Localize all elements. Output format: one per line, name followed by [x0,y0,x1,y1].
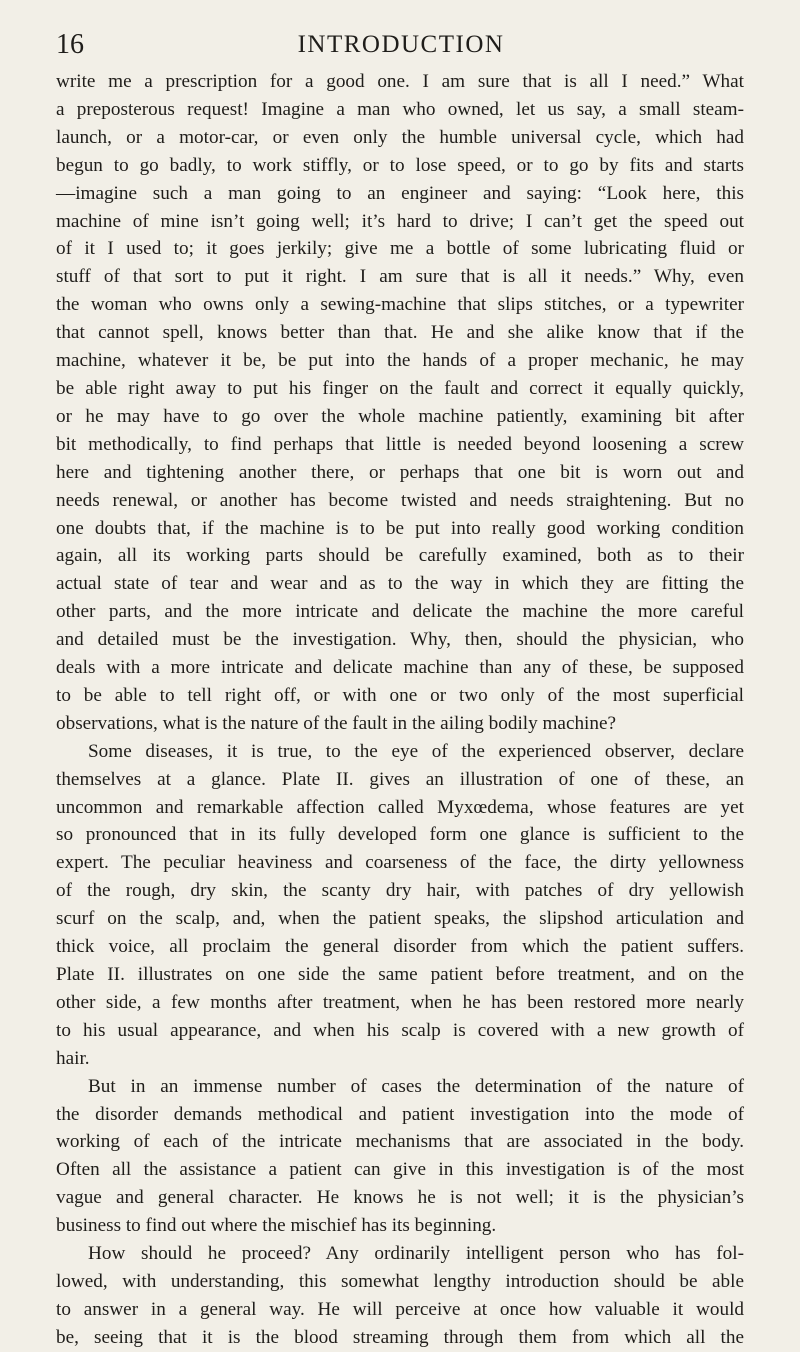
text-line: other side, a few months after treatment, when he has been restored more nearly [56,991,744,1013]
text-line: launch, or a motor-car, or even only the humble universal cycle, which had [56,126,744,148]
running-head: INTRODUCTION [297,31,505,58]
text-line: vague and general character. He knows he is not well; it is the physician’s [56,1187,744,1209]
text-line: to his usual appearance, and when his scalp is covered with a new growth of [56,1019,744,1041]
text-line: write me a prescription for a good one. I am sure that is all I need.” What [56,71,744,92]
text-line: to be able to tell right off, or with one or two only of the most superficial [56,684,744,706]
text-line: stuff of that sort to put it right. I am sure that is all it needs.” Why, even [56,266,744,288]
paragraph-end-line: hair. [56,1047,90,1069]
text-line: of it I used to; it goes jerkily; give me a bottle of some lubricating fluid or [56,238,744,260]
text-line: lowed, with understanding, this somewhat lengthy introduction should be able [56,1270,744,1292]
page-number: 16 [56,29,84,60]
text-line: be able right away to put his finger on the fault and correct it equally quickly, [56,377,744,399]
text-line: the disorder demands methodical and patient investigation into the mode of [56,1103,744,1125]
text-line: that cannot spell, knows better than that. He and she alike know that if the [56,322,744,344]
paragraph-start-line: Some diseases, it is true, to the eye of the experienced observer, declare [88,740,744,762]
text-line: deals with a more intricate and delicate machine than any of these, be supposed [56,657,744,679]
text-line: be, seeing that it is the blood streaming through them from which all the [56,1326,744,1348]
paragraph-start-line: But in an immense number of cases the determination of the nature of [88,1075,744,1097]
text-line: the woman who owns only a sewing-machine that slips stitches, or a typewriter [56,294,744,316]
text-line: uncommon and remarkable affection called Myxœdema, whose features are yet [56,796,744,818]
text-line: again, all its working parts should be carefully examined, both as to their [56,545,744,567]
text-line: and detailed must be the investigation. Why, then, should the physician, who [56,629,744,651]
text-line: scurf on the scalp, and, when the patient speaks, the slipshod articulation and [56,908,744,930]
text-line: working of each of the intricate mechanisms that are associated in the body. [56,1131,744,1153]
text-line: bit methodically, to find perhaps that little is needed beyond loosening a screw [56,433,744,455]
text-line: here and tightening another there, or perhaps that one bit is worn out and [56,461,744,483]
paragraph-end-line: observations, what is the nature of the fault in the ailing bodily machine? [56,712,617,734]
text-line: —imagine such a man going to an engineer and saying: “Look here, this [56,182,744,204]
text-line: expert. The peculiar heaviness and coarseness of the face, the dirty yellowness [56,852,744,874]
text-line: or he may have to go over the whole machine patiently, examining bit after [56,405,744,427]
paragraph-end-line: business to find out where the mischief has its beginning. [56,1215,497,1237]
text-line: other parts, and the more intricate and delicate the machine the more careful [56,601,744,623]
text-line: to answer in a general way. He will perceive at once how valuable it would [56,1298,744,1320]
text-line: Plate II. illustrates on one side the same patient before treatment, and on the [56,964,744,985]
paragraph-start-line: How should he proceed? Any ordinarily intelligent person who has fol- [88,1243,744,1265]
text-line: actual state of tear and wear and as to the way in which they are fitting the [56,573,744,595]
text-line: thick voice, all proclaim the general disorder from which the patient suffers. [56,936,744,958]
body-text [56,68,744,1352]
text-line: of the rough, dry skin, the scanty dry hair, with patches of dry yellowish [56,880,744,902]
page-header [56,28,746,68]
text-line: a preposterous request! Imagine a man who owned, let us say, a small steam- [56,98,744,120]
text-line: so pronounced that in its fully developed form one glance is sufficient to the [56,824,744,846]
text-line: machine of mine isn’t going well; it’s hard to drive; I can’t get the speed out [56,210,744,232]
text-line: begun to go badly, to work stiffly, or to lose speed, or to go by fits and starts [56,154,744,176]
text-line: needs renewal, or another has become twisted and needs straightening. But no [56,489,744,511]
text-line: themselves at a glance. Plate II. gives an illustration of one of these, an [56,768,744,790]
text-line: machine, whatever it be, be put into the hands of a proper mechanic, he may [56,350,744,372]
text-line: one doubts that, if the machine is to be put into really good working condition [56,517,744,539]
text-line: Often all the assistance a patient can give in this investigation is of the most [56,1159,744,1181]
